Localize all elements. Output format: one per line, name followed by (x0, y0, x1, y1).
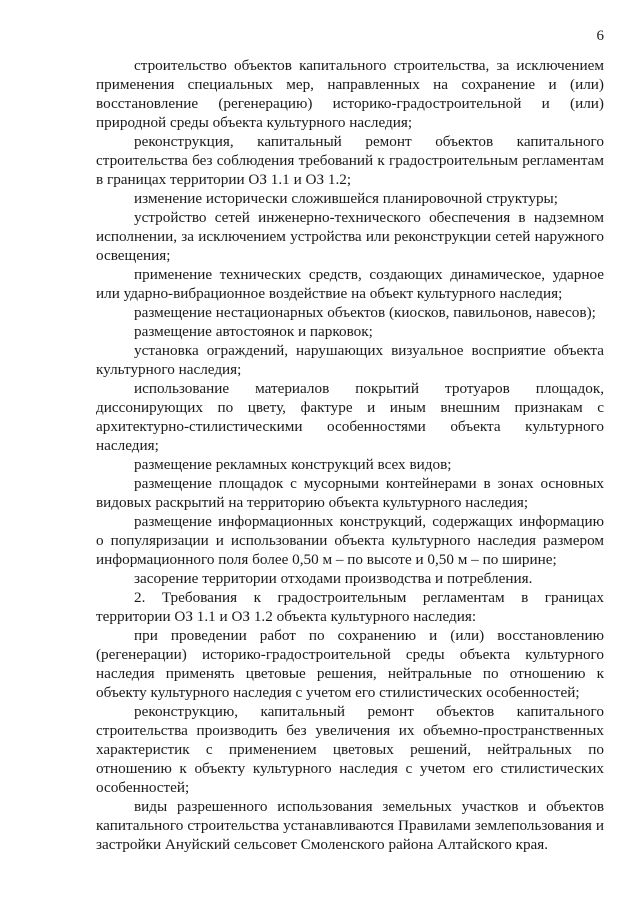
paragraph: установка ограждений, нарушающих визуальное восприятие объекта культурного наследия; (96, 342, 604, 378)
paragraph: размещение площадок с мусорными контейнерами в зонах основных видовых раскрытий на территорию объекта культурного наследия; (96, 475, 604, 511)
section-heading-paragraph: 2. Требования к градостроительным регламентам в границах территории ОЗ 1.1 и ОЗ 1.2 объекта культурного наследия: (96, 589, 604, 625)
paragraph: применение технических средств, создающих динамическое, ударное или ударно-вибрационное воздействие на объект культурного наследия; (96, 266, 604, 302)
paragraph: размещение информационных конструкций, содержащих информацию о популяризации и использовании объекта культурного наследия размером информационного поля более 0,50 м – по высоте и 0,50 м – по ширине; (96, 513, 604, 568)
paragraph: размещение нестационарных объектов (киосков, павильонов, навесов); (134, 304, 596, 321)
paragraph: размещение автостоянок и парковок; (134, 323, 373, 340)
document-body (96, 56, 604, 854)
paragraph: виды разрешенного использования земельных участков и объектов капитального строительства устанавливаются Правилами землепользования и застройки Ануйский сельсовет Смоленского района Алтайского края. (96, 798, 604, 853)
paragraph: реконструкция, капитальный ремонт объектов капитального строительства без соблюдения требований к градостроительным регламентам в границах территории ОЗ 1.1 и ОЗ 1.2; (96, 133, 604, 188)
paragraph: при проведении работ по сохранению и (или) восстановлению (регенерации) историко-градостроительной среды объекта культурного наследия применять цветовые решения, нейтральные по отношению к объекту культурного наследия с учетом его стилистических особенностей; (96, 627, 604, 701)
paragraph: засорение территории отходами производства и потребления. (134, 570, 533, 587)
paragraph: строительство объектов капитального строительства, за исключением применения специальных мер, направленных на сохранение и (или) восстановление (регенерацию) историко-градостроительной и (или) природной среды объекта культурного наследия; (96, 57, 604, 131)
paragraph: устройство сетей инженерно-технического обеспечения в надземном исполнении, за исключением устройства или реконструкции сетей наружного освещения; (96, 209, 604, 264)
paragraph: реконструкцию, капитальный ремонт объектов капитального строительства производить без увеличения их объемно-пространственных характеристик с применением цветовых решений, нейтральных по отношению к объекту культурного наследия с учетом его стилистических особенностей; (96, 703, 604, 796)
page-number: 6 (596, 28, 604, 44)
paragraph: размещение рекламных конструкций всех видов; (134, 456, 452, 473)
paragraph: изменение исторически сложившейся планировочной структуры; (134, 190, 558, 207)
paragraph: использование материалов покрытий тротуаров площадок, диссонирующих по цвету, фактуре и иным внешним признакам с архитектурно-стилистическими особенностями объекта культурного наследия; (96, 380, 604, 454)
